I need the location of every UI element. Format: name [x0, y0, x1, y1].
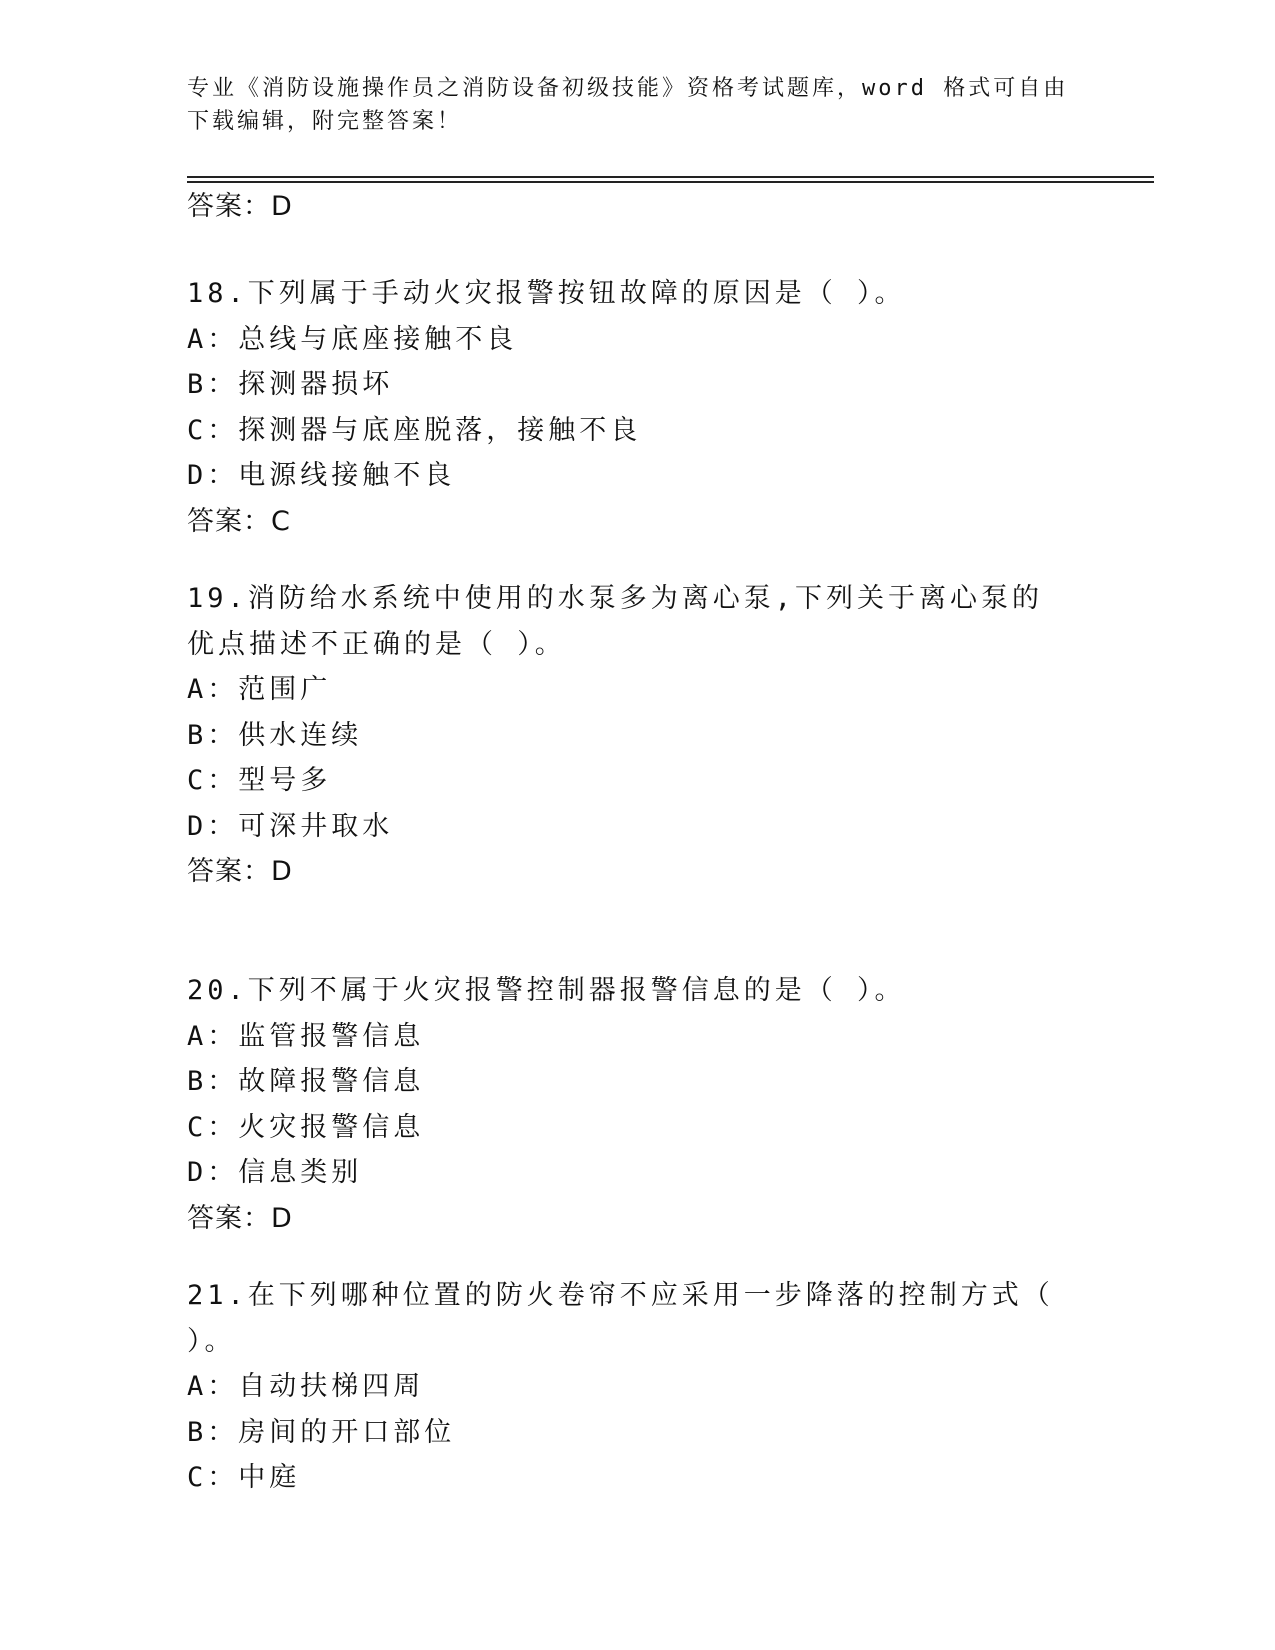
- answer-label: 答案：: [187, 505, 271, 537]
- question-stem: 21.在下列哪种位置的防火卷帘不应采用一步降落的控制方式（ ）。: [187, 1280, 1054, 1357]
- question-stem: 18.下列属于手动火灾报警按钮故障的原因是（ ）。: [187, 278, 906, 309]
- answer-line: [187, 1196, 1107, 1242]
- previous-answer: [187, 184, 1107, 230]
- header-divider-top: [187, 176, 1154, 178]
- answer-line: [187, 184, 1107, 230]
- answer-value: D: [271, 1202, 293, 1234]
- option-d: D：电源线接触不良: [187, 460, 456, 491]
- option-a: A：总线与底座接触不良: [187, 323, 518, 355]
- question-stem: 20.下列不属于火灾报警控制器报警信息的是（ ）。: [187, 975, 906, 1006]
- answer-label: 答案：: [187, 856, 271, 887]
- question-stem: 19.消防给水系统中使用的水泵多为离心泵,下列关于离心泵的优点描述不正确的是（ ）。: [187, 583, 1044, 660]
- option-c: C：火灾报警信息: [187, 1111, 425, 1143]
- option-b: B：探测器损坏: [187, 369, 394, 400]
- answer-line: [187, 849, 1107, 895]
- question-19: [187, 576, 1107, 895]
- document-header: 专业《消防设施操作员之消防设备初级技能》资格考试题库，word 格式可自由下载编辑，附完整答案！: [187, 76, 1069, 134]
- question-20: [187, 968, 1107, 1241]
- option-c: C：型号多: [187, 765, 332, 796]
- answer-label: 答案：: [187, 1202, 271, 1234]
- header-divider-bottom: [187, 181, 1154, 183]
- answer-value: C: [271, 505, 291, 537]
- option-b: B：房间的开口部位: [187, 1416, 456, 1448]
- option-a: A：自动扶梯四周: [187, 1371, 425, 1402]
- option-a: A：监管报警信息: [187, 1020, 425, 1052]
- answer-value: D: [271, 191, 293, 222]
- answer-value: D: [271, 856, 293, 887]
- option-b: B：故障报警信息: [187, 1066, 425, 1097]
- option-a: A：范围广: [187, 674, 332, 705]
- question-18: [187, 271, 1107, 544]
- answer-line: [187, 499, 1107, 545]
- option-c: C：探测器与底座脱落，接触不良: [187, 414, 642, 446]
- question-21: [187, 1273, 1107, 1501]
- answer-label: 答案：: [187, 191, 271, 222]
- option-d: D：可深井取水: [187, 810, 394, 842]
- option-c: C：中庭: [187, 1462, 301, 1493]
- option-b: B：供水连续: [187, 719, 363, 751]
- option-d: D：信息类别: [187, 1157, 363, 1188]
